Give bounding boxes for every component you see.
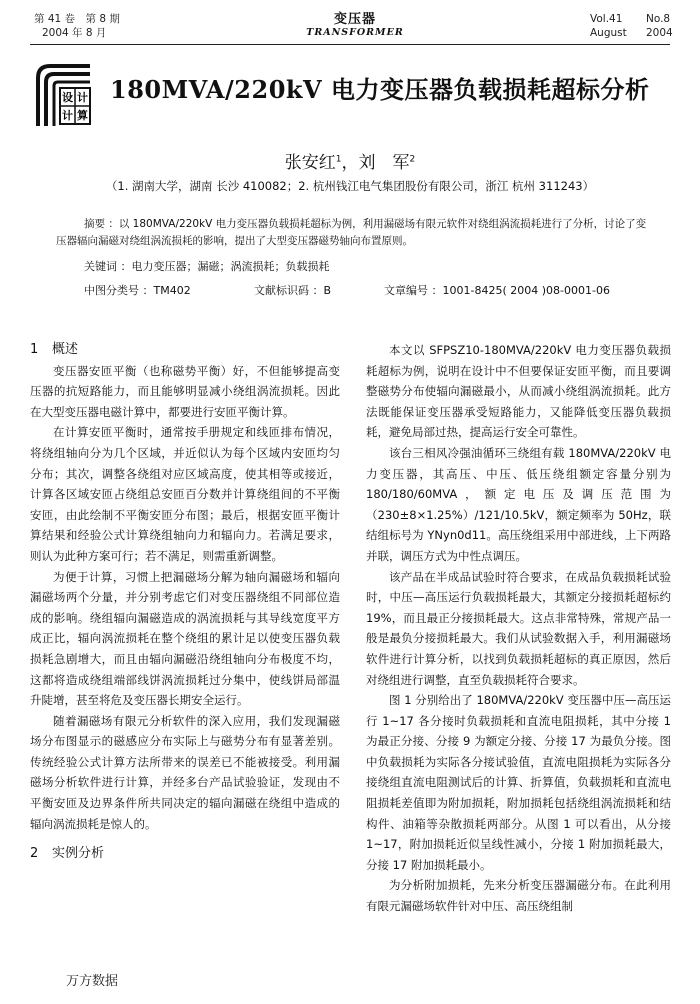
body-right-column	[366, 340, 671, 917]
database-watermark: 万方数据	[66, 974, 119, 989]
section-2-heading: 2 实例分析	[30, 846, 105, 862]
journal-issue-info	[34, 12, 120, 40]
paragraph: 在计算安匝平衡时，通常按手册规定和线匝排布情况，将绕组轴向分为几个区域，并近似认为每个区域内安匝均匀分布；其次，调整各绕组对应区域高度，使其相等或接近，计算各区域安匝占绕组总安匝百分数并计算绕组间的不平衡安匝，由此绘制不平衡安匝分布图；最后，根据安匝平衡计算结果和经验公式计算绕组轴向力和辐向力。若满足要求，则认为此种方案可行；若不满足，则需重新调整。	[30, 425, 340, 563]
document-code: 文献标识码 ：B	[254, 284, 332, 297]
affiliations: （1. 湖南大学，湖南 长沙 410082；2. 杭州钱江电气集团股份有限公司，浙江 杭州 311243）	[105, 179, 595, 193]
column-logo-icon	[34, 60, 94, 130]
author-1-affil: 1	[335, 154, 342, 165]
header-rule	[30, 44, 670, 45]
classification-line	[84, 282, 674, 298]
date-cn: 2004 年 8 月	[42, 27, 107, 39]
author-separator: ，	[341, 153, 359, 173]
paragraph: 本文以 SFPSZ10-180MVA/220kV 电力变压器负载损耗超标为例，说明在设计中不但要保证安匝平衡，而且要调整磁势分布使辐向漏磁最小，从而减小绕组涡流损耗。此方法既能保证变压器承受短路能力，又能降低变压器负载损耗，避免局部过热，提高运行安全可靠性。	[366, 343, 671, 440]
volume-en	[590, 12, 627, 40]
abstract-text: 以 180MVA/220kV 电力变压器负载损耗超标为例，利用漏磁场有限元软件对绕组涡流损耗进行了分析，讨论了变压器辐向漏磁对绕组涡流损耗的影响，提出了大型变压器磁势轴向布置原则。	[56, 218, 647, 247]
body-left-column	[30, 340, 340, 865]
authors	[0, 148, 700, 173]
author-2-affil: 2	[409, 154, 416, 165]
author-2: 刘 军	[358, 153, 410, 173]
logo-char-4: 算	[77, 109, 88, 122]
abstract-label: 摘要 ：	[84, 218, 119, 230]
logo-char-1: 设	[62, 91, 73, 104]
number-en	[646, 12, 673, 40]
abstract	[56, 216, 656, 250]
year-label: 2004	[646, 27, 673, 39]
logo-char-3: 计	[62, 109, 73, 122]
article-number: 文章编号 ：1001-8425( 2004 )08-0001-06	[384, 284, 610, 297]
paragraph: 随着漏磁场有限元分析软件的深入应用，我们发现漏磁场分布图显示的磁感应分布实际上与磁势分布有显著差别。传统经验公式计算方法所带来的误差已不能被接受。利用漏磁场分析软件进行计算，并经多台产品试验验证，发现由不平衡安匝及边界条件所共同决定的辐向漏磁在绕组中造成的辐向涡流损耗是惊人的。	[30, 713, 340, 831]
paragraph: 该台三相风冷强油循环三绕组有载 180MVA/220kV 电力变压器，其高压、中压、低压绕组额定容量分别为 180/180/60MVA，额定电压及调压范围为（230±8×1.25%）/121/10.5kV，额定频率为 50Hz，联结组标号为 YNyn0d11。高压绕组采用中部进线，上下两路并联，调压方式为中性点调压。	[366, 445, 671, 563]
paragraph: 该产品在半成品试验时符合要求，在成品负载损耗试验时，中压—高压运行负载损耗最大，其额定分接损耗超标约 19%，而且最正分接损耗最大。这点非常特殊，常规产品一般是最负分接损耗最大。我们从试验数据入手，利用漏磁场软件进行计算分析，以找到负载损耗超标的真正原因，然后对绕组进行调整，直至负载损耗符合要求。	[366, 569, 671, 687]
paragraph: 为便于计算，习惯上把漏磁场分解为轴向漏磁场和辐向漏磁场两个分量，并分别考虑它们对变压器绕组不同部位造成的影响。绕组辐向漏磁造成的涡流损耗与其导线宽度平方成正比，辐向涡流损耗在整个绕组的累计足以使变压器负载损耗急剧增大，而且由辐向漏磁沿绕组轴向分布极度不均，这都将造成绕组端部线饼涡流损耗过分集中，使线饼局部温升陡增，甚至将危及变压器长期安全运行。	[30, 569, 340, 708]
no-label: No.8	[646, 13, 671, 25]
vol-label: Vol.41	[590, 13, 623, 25]
author-1: 张安红	[284, 153, 336, 173]
journal-logo-en: TRANSFORMER	[306, 27, 404, 38]
month-label: August	[590, 27, 627, 39]
keywords-text: 电力变压器；漏磁；涡流损耗；负载损耗	[131, 260, 330, 273]
paragraph: 为分析附加损耗，先来分析变压器漏磁分布。在此利用有限元漏磁场软件针对中压、高压绕组制	[366, 878, 671, 914]
keywords-label: 关键词 ：	[84, 260, 132, 273]
volume-issue-cn: 第 41 卷 第 8 期	[34, 13, 120, 25]
section-1-heading: 1 概述	[30, 342, 79, 357]
journal-logo	[300, 8, 410, 38]
logo-char-2: 计	[77, 91, 88, 104]
paragraph: 图 1 分别给出了 180MVA/220kV 变压器中压—高压运行 1~17 各分接时负载损耗和直流电阻损耗，其中分接 1 为最正分接、分接 9 为额定分接、分接 17 为最负分接。图中负载损耗为实际各分接试验值，直流电阻损耗为实际各分接绕组直流电阻测试后的计算、折算值，负载损耗和直流电阻损耗差值即为附加损耗，附加损耗包括绕组涡流损耗和结构件、油箱等杂散损耗两部分。从图 1 可以看出，从分接 1~17，附加损耗近似呈线性减小，分接 1 附加损耗最大，分接 17 附加损耗最小。	[366, 693, 671, 872]
paragraph: 变压器安匝平衡（也称磁势平衡）好，不但能够提高变压器的抗短路能力，而且能够明显减小绕组涡流损耗。因此在大型变压器电磁计算中，都要进行安匝平衡计算。	[30, 363, 340, 419]
journal-logo-cn: 变压器	[333, 12, 376, 27]
paper-title: 180MVA/220kV 电力变压器负载损耗超标分析	[110, 75, 650, 104]
keywords	[84, 258, 664, 274]
clc-number: 中图分类号 ：TM402	[84, 284, 191, 297]
